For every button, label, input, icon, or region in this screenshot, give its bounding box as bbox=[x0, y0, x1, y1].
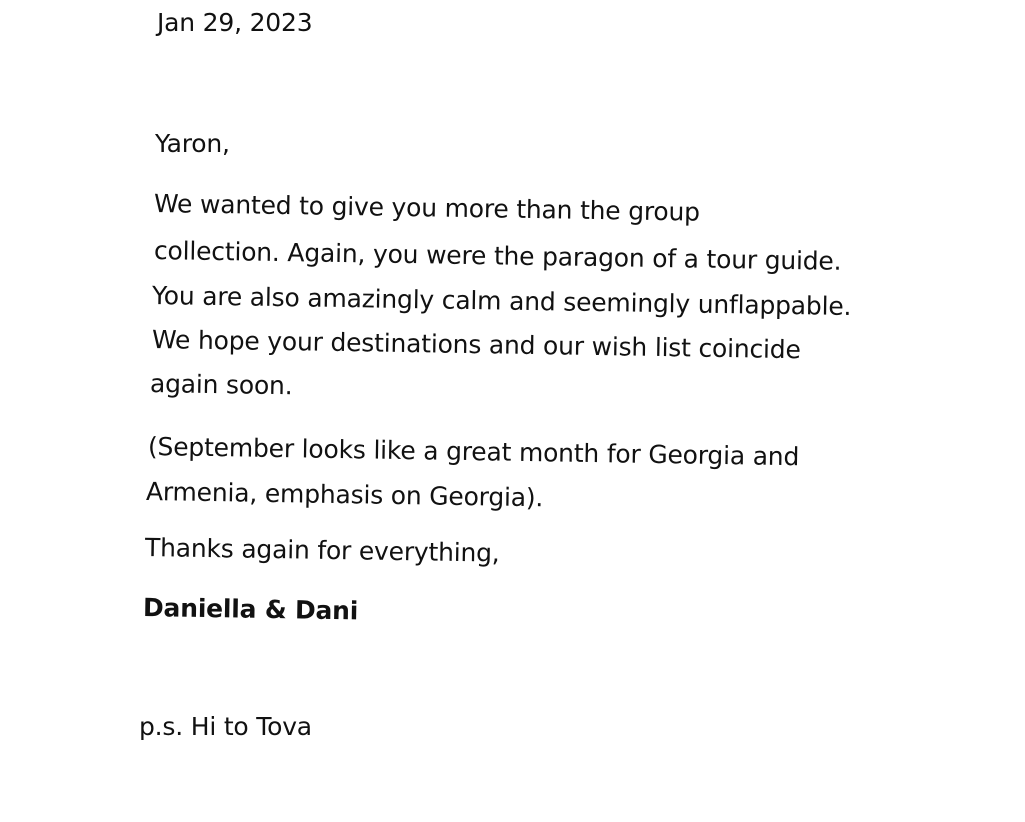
letter-closing: Thanks again for everything, bbox=[144, 533, 500, 568]
paragraph-2-line-2: Armenia, emphasis on Georgia). bbox=[145, 477, 544, 513]
paragraph-1-line-1: We wanted to give you more than the group bbox=[153, 189, 701, 227]
letter-signature: Daniella & Dani bbox=[142, 593, 359, 626]
paragraph-1-line-2: collection. Again, you were the paragon of a tour guide. bbox=[153, 236, 842, 276]
paragraph-1-line-3: You are also amazingly calm and seemingly unflappable. bbox=[151, 281, 852, 321]
letter-date: Jan 29, 2023 bbox=[157, 8, 313, 37]
letter-postscript: p.s. Hi to Tova bbox=[139, 712, 312, 741]
paragraph-1-line-4: We hope your destinations and our wish list coincide bbox=[151, 325, 801, 365]
paragraph-2-line-1: (September looks like a great month for Georgia and bbox=[147, 432, 800, 472]
letter-greeting: Yaron, bbox=[155, 129, 230, 158]
paragraph-1-line-5: again soon. bbox=[149, 369, 293, 401]
